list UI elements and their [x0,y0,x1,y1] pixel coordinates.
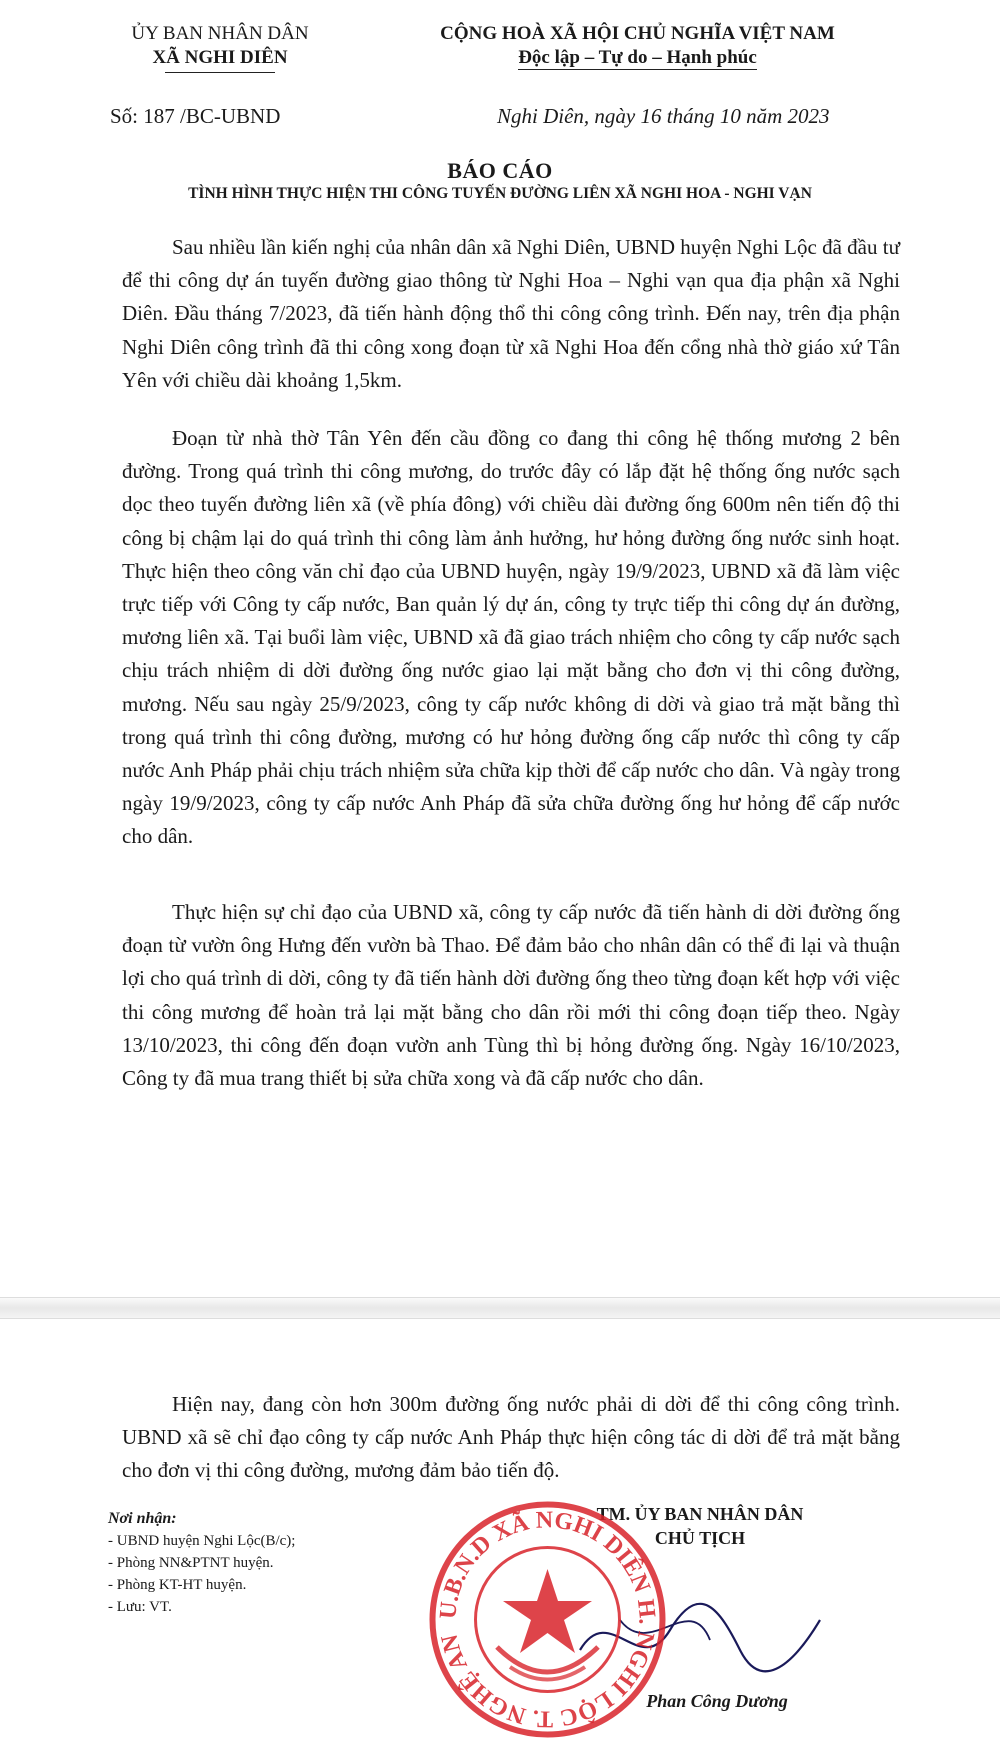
body-section-3 [122,896,900,1099]
page-break-divider [0,1297,1000,1319]
issuer-block [100,22,340,73]
recipients-block [108,1508,388,1618]
paragraph: Thực hiện sự chỉ đạo của UBND xã, công ty cấp nước đã tiến hành di dời đường ống đoạn từ vườn ông Hưng đến vườn bà Thao. Để đảm bảo cho nhân dân có thể đi lại và thuận lợi cho quá trình di dời, công ty đã tiến hành dời đường ống theo từng đoạn kết hợp với việc thi công mương để hoàn trả lại mặt bằng cho dân rồi mới thi công đoạn tiếp theo. Ngày 13/10/2023, thi công đến đoạn vườn anh Tùng thì bị hỏng đường ống. Ngày 16/10/2023, Công ty đã mua trang thiết bị sửa chữa xong và đã cấp nước cho dân. [122,900,900,1091]
nation-name: CỘNG HOÀ XÃ HỘI CHỦ NGHĨA VIỆT NAM [440,23,835,44]
recipient-item: - Phòng KT-HT huyện. [108,1577,247,1593]
recipient-item: - Phòng NN&PTNT huyện. [108,1555,274,1571]
motto [395,46,880,70]
signature-role: CHỦ TỊCH [654,1528,746,1548]
document-title: BÁO CÁO [447,158,553,183]
body-section-2 [122,422,900,858]
paragraph: Hiện nay, đang còn hơn 300m đường ống nước phải di dời để thi công công trình. UBND xã sẽ chỉ đạo công ty cấp nước Anh Pháp thực hiện công tác di dời để trả mặt bằng cho đơn vị thi công đường, mương đảm bảo tiến độ. [122,1392,900,1483]
body-section-4 [122,1388,900,1492]
paragraph: Sau nhiều lần kiến nghị của nhân dân xã Nghi Diên, UBND huyện Nghi Lộc đã đầu tư để thi công dự án tuyến đường giao thông từ Nghi Hoa – Nghi vạn qua địa phận xã Nghi Diên. Đầu tháng 7/2023, đã tiến hành động thổ thi công công trình. Đến nay, trên địa phận Nghi Diên công trình đã thi công xong đoạn từ xã Nghi Hoa đến cổng nhà thờ giáo xứ Tân Yên với chiều dài khoảng 1,5km. [122,235,900,392]
stamp-ring-text: U.B.N.D XÃ NGHI DIÊN H. NGHI LỘC T. NGHỆ AN [435,1507,660,1732]
signer-name: Phan Công Dương [646,1691,788,1711]
recipient-item: - Lưu: VT. [108,1599,172,1615]
document-subtitle: TÌNH HÌNH THỰC HIỆN THI CÔNG TUYẾN ĐƯỜNG LIÊN XÃ NGHI HOA - NGHI VẠN [188,185,812,202]
body-section-1 [122,231,900,401]
issuer-underline [165,72,275,73]
signature-title: TM. ỦY BAN NHÂN DÂN [596,1504,804,1524]
document-number: Số: 187 /BC-UBND [110,104,281,128]
recipients-label: Nơi nhận: [108,1510,177,1527]
national-header [395,22,880,70]
issuer-org: ỦY BAN NHÂN DÂN [131,23,309,44]
place-date: Nghi Diên, ngày 16 tháng 10 năm 2023 [497,104,830,128]
recipient-item: - UBND huyện Nghi Lộc(B/c); [108,1533,296,1549]
paragraph: Đoạn từ nhà thờ Tân Yên đến cầu đồng co đang thi công hệ thống mương 2 bên đường. Trong quá trình thi công mương, do trước đây có lắp đặt hệ thống ống nước sạch dọc theo tuyến đường liên xã (về phía đông) với chiều dài đường ống 600m nên tiến độ thi công bị chậm lại do quá trình thi công làm ảnh hưởng, hư hỏng đường ống nước sinh hoạt. Thực hiện theo công văn chỉ đạo của UBND huyện, ngày 19/9/2023, UBND xã đã làm việc trực tiếp với Công ty cấp nước, Ban quản lý dự án, công ty trực tiếp thi công dự án đường, mương liên xã. Tại buổi làm việc, UBND xã đã giao trách nhiệm cho công ty cấp nước sạch chịu trách nhiệm di dời đường ống nước giao lại mặt bằng cho đơn vị thi công đường, mương. Nếu sau ngày 25/9/2023, công ty cấp nước không di dời và giao trả mặt bằng thì trong quá trình thi công đường, mương có hư hỏng đường ống cấp nước thì công ty cấp nước Anh Pháp phải chịu trách nhiệm sửa chữa kịp thời để cấp nước cho dân. Và ngày trong ngày 19/9/2023, công ty cấp nước Anh Pháp đã sửa chữa đường ống hư hỏng để cấp nước cho dân. [122,426,900,849]
issuer-unit: XÃ NGHI DIÊN [152,47,288,68]
motto-text: Độc lập – Tự do – Hạnh phúc [518,47,757,68]
